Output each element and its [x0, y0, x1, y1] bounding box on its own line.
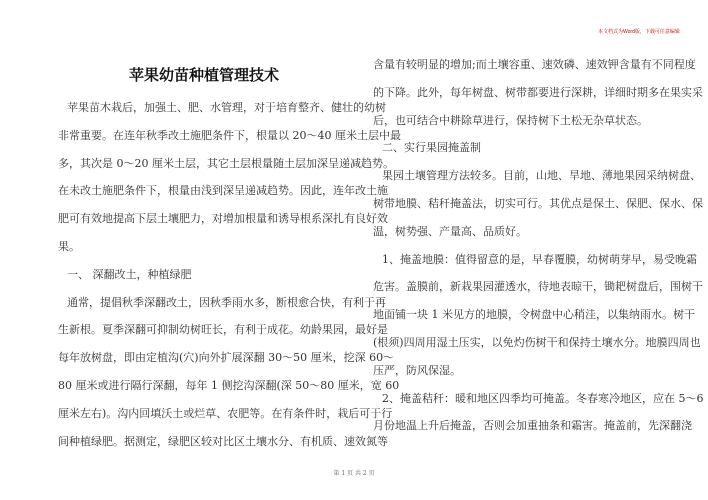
page-footer: 第 1 页 共 2 页: [333, 470, 375, 477]
text-line: 间种植绿肥。据测定，绿肥区较对比区土壤水分、有机质、速效氮等: [58, 434, 388, 448]
text-line: 每年放树盘，即由定植沟(穴)向外扩展深翻 30～50 厘米，挖深 60～: [58, 351, 395, 365]
right-column: [373, 51, 704, 440]
text-line: 2、掩盖秸秆：暖和地区四季均可掩盖。冬春寒冷地区，应在 5～6: [382, 391, 704, 405]
text-line: 压严，防风保湿。: [373, 363, 461, 377]
text-line: 非常重要。在连年秋季改土施肥条件下，根量以 20～40 厘米土层中最: [58, 128, 401, 142]
text-line: 的下降。此外，每年树盘、树带都要进行深耕，详细时期多在果实采: [373, 85, 703, 99]
text-line: 80 厘米或进行隔行深翻，每年 1 侧挖沟深翻(深 50～80 厘米，宽 60: [58, 378, 400, 392]
text-line: 在未改土施肥条件下，根量由浅到深呈递减趋势。因此，连年改土施: [58, 184, 388, 198]
text-line: 树带地膜、秸秆掩盖法，切实可行。其优点是保土、保肥、保水、保: [373, 196, 703, 210]
text-line: 1、掩盖地膜：值得留意的是，早春覆膜，幼树萌芽早，易受晚霜: [382, 252, 697, 266]
text-line: 肥可有效地提高下层土壤肥力，对增加根量和诱导根系深扎有良好效: [58, 212, 388, 226]
text-line: 温，树势强、产量高、品质好。: [373, 224, 527, 238]
text-line: 一、 深翻改土，种植绿肥: [67, 267, 192, 281]
text-line: 通常，提倡秋季深翻改土，因秋季雨水多，断根愈合快，有利于再: [67, 295, 386, 309]
text-line: 生新根。夏季深翻可抑制幼树旺长，有利于成花。幼龄果园，最好是: [58, 323, 388, 337]
text-line: 果。: [58, 239, 80, 253]
header-note: 本文档式为Word版，下载可任意编辑: [598, 29, 680, 35]
text-line: 果园土壤管理方法较多。目前，山地、旱地、薄地果园采纳树盘、: [382, 169, 701, 183]
text-line: 月份地温上升后掩盖，否则会加重抽条和霜害。掩盖前，先深翻浇: [373, 419, 692, 433]
text-line: 含量有较明显的增加;而土壤容重、速效磷、速效钾含量有不同程度: [373, 58, 696, 71]
text-line: 危害。盖膜前，新栽果园灌透水，待地表晾干，锄耙树盘后，围树干: [373, 280, 703, 294]
text-line: 多，其次是 0～20 厘米土层，其它土层根量随土层加深呈递减趋势。: [58, 156, 394, 170]
text-line: 厘米左右)。沟内回填沃土或烂草、农肥等。在有条件时，栽后可于行: [58, 406, 393, 420]
document-title: 苹果幼苗种植管理技术: [128, 66, 279, 84]
text-line: (根须)四周用湿土压实，以免灼伤树干和保持土壤水分。地膜四周也: [373, 335, 701, 349]
text-line: 地面铺一块 1 米见方的地膜，令树盘中心稍洼，以集纳雨水。树干: [373, 308, 695, 322]
text-line: 二、实行果园掩盖制: [382, 141, 481, 155]
left-column: [58, 94, 401, 455]
text-line: 后，也可结合中耕除草进行，保持树下土松无杂草状态。: [373, 113, 648, 127]
text-line: 苹果苗木栽后，加强土、肥、水管理，对于培育整齐、健壮的幼树: [67, 101, 386, 114]
